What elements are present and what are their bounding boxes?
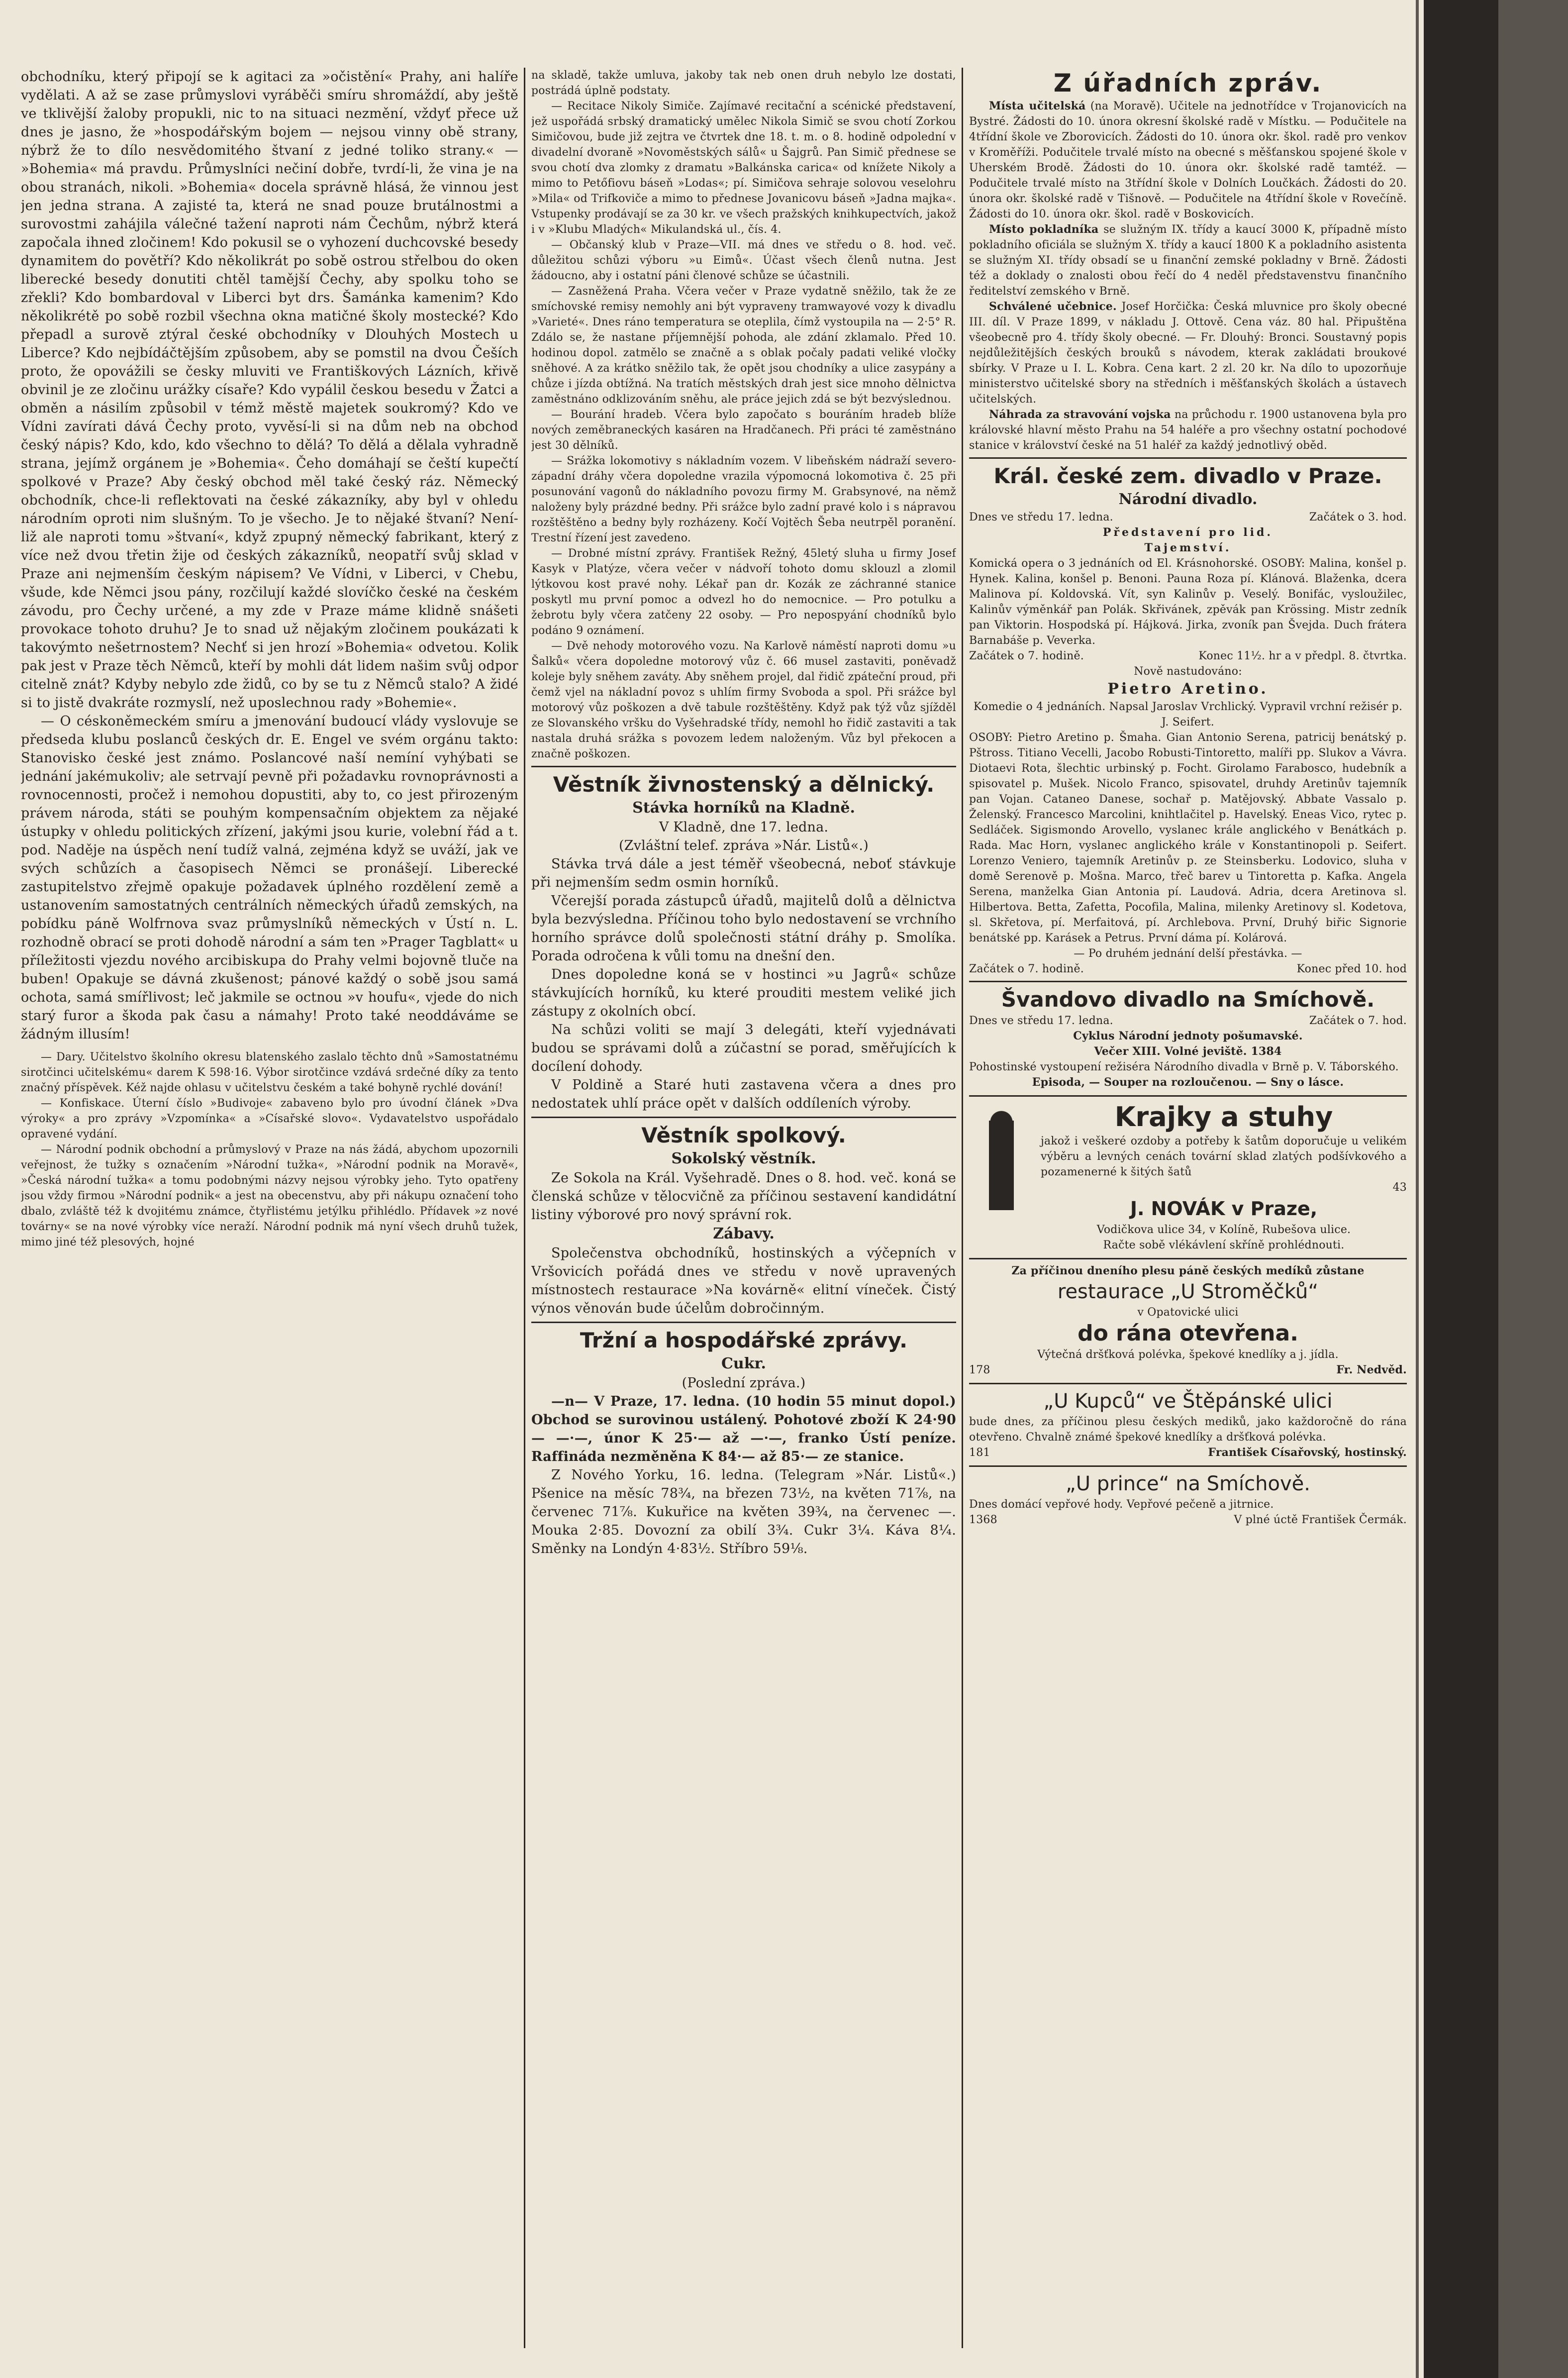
advert-number: 178 xyxy=(969,1364,990,1376)
theatre-end: Konec před 10. hod xyxy=(1296,963,1407,975)
advert-u-prince xyxy=(969,1465,1407,1528)
play-description: Komedie o 4 jednáních. Napsal Jaroslav Vrchlický. Vypravil vrchní režisér p. J. Seifert. xyxy=(973,701,1403,728)
column-2 xyxy=(531,68,956,2348)
advert-restaurant: „U prince“ na Smíchově. xyxy=(1066,1472,1310,1495)
advert-text: Dnes domácí vepřové hody. Vepřové pečeně a jitrnice. xyxy=(969,1498,1274,1511)
advert-title: Krajky a stuhy xyxy=(1114,1101,1333,1133)
advert-restaurant: restaurace „U Stroměčků“ xyxy=(1057,1280,1319,1303)
section-subtitle: Zábavy. xyxy=(713,1225,775,1242)
theatre-title: Švandovo divadlo na Smíchově. xyxy=(1001,987,1375,1012)
theatre-end: Konec 11½. hr a v předpl. 8. čtvrtka. xyxy=(1198,650,1407,662)
section-title: Z úřadních zpráv. xyxy=(1053,69,1323,98)
news-dve-nehody: — Dvě nehody motorového vozu. Na Karlově náměstí naproti domu »u Šalků« včera dopoledne motorový vůz č. 66 musel zastaviti, poněvadž koleje byly sněhem zaváty. Aby sněhem projel, dal řidič zpáteční proud, při čemž vjel na nákladní povoz s uhlím firmy Svoboda a spol. Při srážce byl motorový vůz poškozen a dvě tabule rozštěštěny. Když pak týž vůz sjížděl ze Slovanského vršku do Vyšehradské třídy, nemohl ho řidič zastaviti a tak nastala druhá srážka s povozem ledem naloženým. Vůz byl překocen a značně poškozen. xyxy=(531,640,956,760)
intermission-note: — Po druhém jednání delší přestávka. — xyxy=(1074,947,1302,960)
advert-menu: Výtečná dršťková polévka, špekové knedlíky a j. jídla. xyxy=(1037,1348,1339,1361)
source-note: (Zvláštní telef. zpráva »Nár. Listů«.) xyxy=(619,838,869,853)
news-srazka: — Srážka lokomotivy s nákladním vozem. V libeňském nádraží severo-západní dráhy včera dopoledne vrazila výpomocná lokomotiva č. 25 při posunování vagonů do nákladního povozu firmy M. Grabsynové, na němž naloženy byly prázdné bedny. Při srážce bylo zadní pravé kolo i s nápravou rozštěštěno a bedny byly rozházeny. Kočí Vojtěch Šeba neutrpěl poranění. Trestní řízení jest zavedeno. xyxy=(531,455,956,544)
play-title: Pietro Aretino. xyxy=(1107,680,1269,698)
advert-owner: František Císařovský, hostinský. xyxy=(1208,1446,1407,1459)
play-title: Tajemství. xyxy=(1144,541,1232,554)
section-title: Věstník spolkový. xyxy=(641,1123,846,1147)
news-narodni-podnik: — Národní podnik obchodní a průmyslový v Praze na nás žádá, abychom upozornili veřejnost, že tužky s označením »Národní tužka«, »Národní podnik na Moravě«, »Česká národní tužka« a tomu podobnými názvy nejsou výrobky jeho. Tyto opatřeny jsou vždy firmou »Národní podnik« a jest na obecenstvu, aby při nákupu označení toho dbalo, zvláště též k dvojitému známce, čtyřlistému jetýlku přihlédlo. Přídavek »z nové továrny« se na nové výrobky více neraží. Národní podnik má nyní všech druhů tužek, mimo jiné též plesových, hojné xyxy=(21,1143,518,1248)
advert-text: jakož i veškeré ozdoby a potřeby k šatům doporučuje u velikém výběru a levných cenách tovární sklad zlatých podšívkového a pozamenerné k šitých šatů xyxy=(1041,1135,1407,1178)
theatre-subtitle: Národní divadlo. xyxy=(1118,491,1258,508)
advert-owner: Fr. Nedvěd. xyxy=(1336,1363,1407,1376)
item-text: se služným IX. třídy a kaucí 3000 K, případně místo pokladního oficiála se služným X. třídy a kaucí 1800 K a pokladního asistenta se služným XI. třídy obsadí se u finanční zemské pokladny v Brně. Žádosti též a doklady o znalosti obou řečí do 4 neděl představenstvu finančního ředitelství zemského v Brně. xyxy=(969,223,1407,298)
advert-number: 43 xyxy=(1392,1181,1407,1194)
market-text: Z Nového Yorku, 16. ledna. (Telegram »Nár. Listů«.) Pšenice na měsíc 78¾, na březen 73½, na květen 71⅞, na červenec 71⅞. Kukuřice na květen 39¾, na červenec —. Mouka 2·85. Dovozní za obilí 3¾. Cukr 3¼. Káva 8¼. Směnky na Londýn 4·83½. Stříbro 59⅛. xyxy=(531,1467,956,1556)
advert-u-kupcu xyxy=(969,1383,1407,1460)
news-obcansky-klub: — Občanský klub v Praze—VII. má dnes ve středu o 8. hod. več. důležitou schůzi výboru »u Eimů«. Účast všech členů nutna. Jest žádoucno, aby i ostatní páni členové schůze se účastnili. xyxy=(531,239,956,282)
play-title: Episoda, — Souper na rozloučenou. — Sny o lásce. xyxy=(1032,1076,1344,1089)
news-bourani-hradeb: — Bourání hradeb. Včera bylo započato s bouráním hradeb blíže nových zeměbraneckých kasáren na Hradčanech. Při práci té zaměstnáno jest 30 dělníků. xyxy=(531,409,956,452)
advert-firm: J. NOVÁK v Praze, xyxy=(1130,1198,1318,1220)
column-rule xyxy=(962,68,963,2348)
news-konfiskace: — Konfiskace. Úterní číslo »Budivoje« zabaveno bylo pro úvodní článek »Dva výroky« a pro zprávy »Vzpomínka« a »Císařské slovo«. Vydavatelstvo uspořádalo opravené vydání. xyxy=(21,1097,518,1140)
market-text: —n— V Praze, 17. ledna. (10 hodin 55 minut dopol.) Obchod se surovinou ustálený. Pohotové zboží K 24·90— —·—, únor K 25·— až —·—, franko Ústí peníze. Raffináda nezměněna K 84·— až 85·— ze stanice. xyxy=(531,1394,956,1464)
theatre-title: Král. české zem. divadlo v Praze. xyxy=(993,464,1382,488)
theatre-evening: Večer XIII. Volné jeviště. 1384 xyxy=(1094,1045,1282,1058)
cast-list: Komická opera o 3 jednáních od El. Krásnohorské. OSOBY: Malina, konšel p. Hynek. Kalina, konšel p. Benoni. Pauna Roza pí. Klánová. Blaženka, dcera Malinova pí. Koldovská. Vít, syn Kalinův p. Veselý. Bonifác, vysloužilec, Kalinův výměnkář pan Polák. Skřivánek, zpěvák pan Krössing. Mistr zedník pan Viktorin. Hospodská pí. Hájková. Jirka, zvoník pan Švejda. Duch frátera Barnabáše p. Veverka. xyxy=(969,557,1407,647)
theatre-start: Začátek o 7. hodině. xyxy=(969,963,1084,975)
theatre-date: Dnes ve středu 17. ledna. xyxy=(969,1015,1113,1027)
advert-owner: V plné úctě František Čermák. xyxy=(1234,1514,1407,1526)
item-text: na průchodu r. 1900 ustanovena byla pro královské hlavní město Prahu na 54 haléře a pro všechny ostatní pochodové stanice v království české na 51 haléř za každý jednotlivý oběd. xyxy=(969,409,1407,452)
column-rule xyxy=(524,68,525,2348)
cast-list: OSOBY: Pietro Aretino p. Šmaha. Gian Antonio Serena, patricij benátský p. Pštross. Titiano Vecelli, Jacobo Robusti-Tintoretto, malíři pp. Slukov a Vávra. Diotaevi Rota, šlechtic urbinský p. Focht. Girolamo Farabosco, hudebník a spisovatel p. Mušek. Nicolo Franco, spisovatel, druhdy Aretinův tajemník pan Vojan. Cataneo Danese, sochař p. Matějovský. Abbate Vassalo p. Želenský. Francesco Marcolini, knihtlačitel p. Havelský. Eneas Vico, rytec p. Sedláček. Sigismondo Arovello, vyslanec krále anglického v Benátkách p. Rada. Mac Horn, vyslanec anglického krále v Konstantinopoli p. Seifert. Lorenzo Veniero, tajemník Aretinův p. ze Steinsberku. Lodovico, sluha v domě Serenově p. Mošna. Marco, třeč barev u Tintoretta p. Kafka. Angela Serena, manželka Gian Antonia pí. Laudová. Adria, dcera Aretinova sl. Hilbertova. Betta, Zafetta, Pocofila, Malina, milenky Aretinovy sl. Kodetova, sl. Skřetova, pí. Merfaitová, pí. Archlebova. První, Druhý biřic Signorie benátské pp. Karásek a Petrus. První dáma pí. Kolárová. xyxy=(969,731,1407,944)
theatre-time: Začátek o 3. hod. xyxy=(1309,511,1407,523)
article-text: obchodníku, který připojí se k agitaci za »očistění« Prahy, ani halíře vydělati. A až se zase průmyslovi vyráběči smíru shromáždí, aby ještě ve tklivější žaloby propukli, nic to na situaci nezmění, vždyť přece už dnes je jasno, že »hospodářským bojem — nejsou vinny obě strany, nýbrž že to dílo nesvědomitého štvaní z jedné toliko strany.« — »Bohemia« má pravdu. Průmyslníci nečiní dobře, tvrdí-li, že vina je na obou stranách, nikoli. »Bohemia« docela správně hlásá, že vinnou jest jen jedna strana. A zajisté ta, která ne snad pouze brutálnostmi a surovostmi zahájila válečné tažení naproti nám Čechům, nýbrž která započala ihned zločinem! Kdo pokusil se o vyhození duchcovské besedy dynamitem do povětří? Kdo několikrát po sobě ostrou střelbou do oken liberecké besedy donutiti chtěl tamější Čechy, aby spolku toho se zřekli? Kdo bombardoval v Liberci byt drs. Šamánka kamenim? Kdo několikrétě po sobě rozbil všechna okna matičné školy mostecké? Kdo přepadl a surově ztýral české obchodníky v Dlouhých Mostech u Liberce? Kdo nejbídáčtějším způsobem, aby se pomstil na dvou Češích proto, že opovážili se česky mluviti ve Františkových Lázních, křivě obvinil je ze zločinu urážky císaře? Kdo vypálil českou besedu v Žatci a obměn a násilím způsobil v témž městě majetek soukromý? Kdo ve Vídni zavírati dává Čechy proto, vyvěsí-li si na dům neb na obchod český nápis? Kdo, kdo, kdo všechno to dělá? To dělá a dělala vyhradně strana, jejímž orgánem je »Bohemia«. Čeho domáhají se čeští kupečtí spolkové v Praze? Aby český obchod měl také český ráz. Německý obchodník, chce-li reflektovati na české zákazníky, aby byl v ohledu národním oproti nim slušným. To je všecho. Je to nějaké štvaní? Není-liž ale naproti tomu »štvaní«, když zpupný německý fabrikant, který z více než dvou třetin žije od českých zákazníků, neopatří svůj sklad v Praze ani nejmenším českým nápisem? Ve Vídni, v Liberci, v Chebu, všude, kde Němci jsou pány, rozčilují každé slovíčko české na českém závodu, pro Čechy určené, a my zde v Praze máme klidně snášeti provokace tohoto druhu? Je to snad už nějakým zločinem poukázati k takovýmto nešetrnostem? Nechť si jen hrozí »Bohemia« odvetou. Kolik pak jest v Praze těch Němců, kteří by mohli dát lidem našim svůj odpor citelně znát? Kdyby nebylo zde židů, co by se tu z Němců stalo? A židé si to jistě dvakráte rozmyslí, než uposlechnou rady »Bohemie«. xyxy=(21,69,518,711)
theatre-description: Pohostinské vystoupení režiséra Národního divadla v Brně p. V. Táborského. xyxy=(969,1061,1399,1073)
news-drobne-zpravy: — Drobné místní zprávy. František Režný, 45letý sluha u firmy Josef Kasyk v Platýze, včera večer v nádvoří tohoto domu sklouzl a zlomil lýtkovou kost pravé nohy. Lékař pan dr. Kozák ze záchranné stanice poskytl mu první pomoc a odvezl ho do nemocnice. — Pro potulku a žebrotu byly včera zatčeny 22 osoby. — Pro nepospyání chodníků bylo podáno 9 oznámení. xyxy=(531,547,956,637)
advert-address: v Opatovické ulici xyxy=(1137,1306,1239,1319)
item-heading: Náhrada za stravování vojska xyxy=(989,408,1171,421)
article-smir: — O céskoněmeckém smíru a jmenování budoucí vlády vyslovuje se předseda klubu poslanců českých dr. E. Engel ve svém orgánu takto: Stanovisko české jest známo. Poslancové naší nemíní vyhýbati se jednání jakémukoliv; ale setrvají pevně při požadavku rovnoprávnosti a rovnocennosti, pročež i nemohou dopustiti, aby to, co jest přirozeným právem národa, státi se pouhým kompensačním objektem za nějaké ústupky v ohledu politických zřízení, jakými jsou kurie, volební řád a t. pod. Naděje na úspěch není tudíž valná, zejména když se uváží, jak ve svých schůzích a časopisech Němci se pronášejí. Liberecké zastupitelstvo zřejmě opakuje požadavek úplného rozdělení země a ustanovením samostatných centrálních německých úřadů zemských, na pobídku páně Wolfrnova svaz průmyslníků německých v Ústí n. L. rozhodně obrací se proti dohodě národní a sám ten »Prager Tagblatt« u příležitosti vjezdu nového arcibiskupa do Prahy velmi bojovně tluče na buben! Opakuje se dávná zkušenost; pánové každý o sobě jsou samá ochota, samá smířlivost; leč jakmile se octnou »v houfu«, vjede do nich starý furor a škoda pak času a námahy! Proto také neoddáváme se žádným illusím! xyxy=(21,714,518,1042)
theatre-cycle: Cyklus Národní jednoty pošumavské. xyxy=(1073,1030,1303,1042)
news-dary: — Dary. Učitelstvo školního okresu blatenského zaslalo těchto dnů »Samostatnému sirotčinci učitelskému« darem K 598·16. Výbor sirotčince vzdává srdečné díky za tento značný příspěvek. Kéž najde ohlasu v učitelstvu českém a také bohyně rychlé dování! xyxy=(21,1051,518,1094)
theatre-date: Dnes ve středu 17. ledna. xyxy=(969,511,1113,523)
theatre-intro: Nově nastudováno: xyxy=(1134,665,1242,678)
strike-text: V Poldině a Staré huti zastavena včera a dnes pro nedostatek uhlí práce opět v dalších oddíleních výroby. xyxy=(531,1077,956,1111)
item-heading: Místa učitelská xyxy=(989,100,1086,112)
advert-text: Za příčinou dneního plesu páně českých medíků zůstane xyxy=(1011,1264,1365,1277)
theatre-time: Začátek o 7. hod. xyxy=(1309,1015,1407,1027)
item-heading: Schválené učebnice. xyxy=(989,300,1117,313)
advert-open: do rána otevřena. xyxy=(1078,1321,1298,1346)
news-text: na skladě, takže umluva, jakoby tak neb onen druh nebylo lze dostati, postrádá úplně podstaty. xyxy=(531,69,956,97)
advert-number: 1368 xyxy=(969,1514,997,1526)
advert-text: bude dnes, za příčinou plesu českých mediků, jako každoročně do rána otevřeno. Chvalně známé špekové knedlíky a dršťková polévka. xyxy=(969,1416,1407,1444)
advert-address: Vodičkova ulice 34, v Kolíně, Rubešova ulice. xyxy=(1096,1224,1351,1236)
dateline: V Kladně, dne 17. ledna. xyxy=(659,820,829,835)
strike-text: Stávka trvá dále a jest téměř všeobecná, neboť stávkuje při nejmenším sedm osmin horníků. xyxy=(531,856,956,890)
item-heading: Místo pokladníka xyxy=(989,223,1099,236)
advert-stromecky xyxy=(969,1258,1407,1378)
item-text: Josef Horčička: Česká mluvnice pro školy obecné III. díl. V Praze 1899, v nákladu J. Ottově. Cena váz. 80 hal. Připuštěna všeobecně pro 4. třídy školy obecné. — Fr. Dlouhý: Bronci. Soustavný popis nejdůležitějších českých brouků s návodem, kterak zakládati broukové sbírky. V Praze u I. L. Kobra. Cena kart. 2 zl. 20 kr. Na dílo to upozorňuje ministerstvo učitelské sbory na středních i měšťanských školách a ústavech učitelských. xyxy=(969,301,1407,406)
advert-restaurant: „U Kupců“ ve Štěpánské ulici xyxy=(1043,1390,1333,1413)
section-subtitle: Stávka horníků na Kladně. xyxy=(632,799,855,817)
source-note: (Poslední zpráva.) xyxy=(682,1375,806,1391)
section-title: Tržní a hospodářské zprávy. xyxy=(580,1328,908,1352)
strike-text: Na schůzi voliti se mají 3 delegáti, kteří vyjednávati budou se správami dolů a zúčastní se porad, směřujících k docílení dohody. xyxy=(531,1022,956,1074)
item-text: (na Moravě). Učitele na jednotřídce v Trojanovicích na Bystré. Žádosti do 10. února okresní školské radě v Místku. — Podučitele na 4třídní škole ve Zborovicích. Žádosti do 10. února okr. škol. radě pro venkov v Kroměříži. Podučitele trvalé místo na obecné s měšťanskou spojené škole v Uherském Brodě. Žádosti do 10. února okr. školské radě tamtéž. — Podučitele trvalé místo na 3třídní škole v Dolních Loučkách. Žádosti do 20. února okr. školské radě v Tišnově. — Podučitele na 4třídní škole v Rovečíně. Žádosti do 10. února okr. škol. radě v Boskovicích. xyxy=(969,100,1407,220)
scan-margin xyxy=(1424,0,1568,2378)
section-subtitle: Cukr. xyxy=(721,1355,766,1372)
column-1 xyxy=(21,68,518,2348)
theatre-start: Začátek o 7. hodině. xyxy=(969,650,1084,662)
section-title: Věstník živnostenský a dělnický. xyxy=(553,772,935,797)
strike-text: Dnes dopoledne koná se v hostinci »u Jagrů« schůze stávkujících horníků, ku které prouditi mestem veliké jich zástupy z okolních obcí. xyxy=(531,967,956,1019)
club-text: Společenstva obchodníků, hostinských a výčepních v Vršovicích pořádá dnes ve středu v nově upravených místnostech restaurace »Na kovárně« elitní víneček. Čistý výnos věnován bude účelům dobročinným. xyxy=(531,1245,956,1316)
strike-text: Včerejší porada zástupců úřadů, majitelů dolů a dělnictva byla bezvýsledna. Příčinou toho bylo nedostavení se vrchního horního správce dolů společnosti státní dráhy p. Smolíka. Porada odročena k vůli tomu na dnešní den. xyxy=(531,893,956,964)
advert-note: Račte sobě vlékávlení skříně prohlédnouti. xyxy=(1103,1239,1345,1251)
news-recitace: — Recitace Nikoly Simiče. Zajímavé recitační a scénické představení, jež uspořádá srbský dramatický umělec Nikola Simič se svou chotí Zorkou Simičovou, bude již zejtra ve čtvrtek dne 18. t. m. o 8. hodině odpolední v divadelní dvoraně »Novoměstských sálů« u Šajgrů. Pan Simič přednese se svou chotí dva zlomky z dramatu »Balkánska carica« od knížete Nikoly a mimo to Petőfiovu báseň »Lodas«; pí. Simičova sehraje solovou veselohru »Mila« od Trifkoviče a mimo to přednese Jovanicovu báseň »Jadna majka«. Vstupenky prodávají se za 30 kr. ve všech pražských knihkupectvích, jakož i v »Klubu Mladých« Mikulandská ul., čís. 4. xyxy=(531,100,956,236)
column-3 xyxy=(969,68,1407,2348)
theatre-kind: Představení pro lid. xyxy=(1102,526,1274,539)
advert-number: 181 xyxy=(969,1447,990,1459)
dress-figure-icon xyxy=(969,1101,1034,1220)
page-edge xyxy=(1416,0,1419,2378)
club-text: Ze Sokola na Král. Vyšehradě. Dnes o 8. hod. več. koná se členská schůze v tělocvičně za příčinou sestavení kandidátní listiny výborové pro nový správní rok. xyxy=(531,1170,956,1223)
news-zasnezena-praha: — Zasněžená Praha. Včera večer v Praze vydatně sněžilo, tak že ze smíchovské remisy nemohly ani být vypraveny tramwayové vozy k divadlu »Varieté«. Dnes ráno temperatura se oteplila, čímž vystoupila na — 2·5° R. Zdálo se, že nastane příjemnější pohoda, ale zdání zklamalo. Před 10. hodinou dopol. zatmělo se značně a s oblak počaly padati veliké vločky sněhové. A za krátko sněžilo tak, že opět jsou chodníky a ulice zasypány a chůze i jízda obtížná. Na tratích městských drah jest sice mnoho dělnictva zaměstnáno odklizováním sněhu, ale práce jejich zdá se být bezvýslednou. xyxy=(531,285,956,406)
advert-krajky xyxy=(969,1095,1407,1253)
section-subtitle: Sokolský věstník. xyxy=(671,1150,816,1167)
